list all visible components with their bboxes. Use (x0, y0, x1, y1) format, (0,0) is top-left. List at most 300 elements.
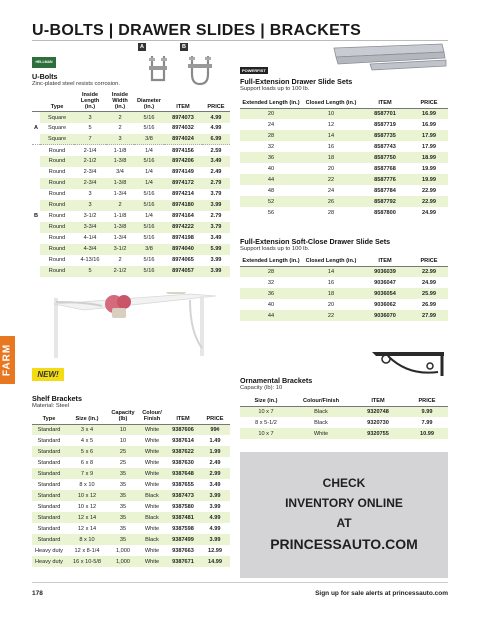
table-cell: 4.99 (202, 112, 230, 123)
table-cell: White (138, 424, 166, 435)
promo-line-2: INVENTORY ONLINE (285, 496, 403, 510)
group-label-empty (32, 178, 40, 189)
table-cell: 25.99 (410, 288, 448, 299)
table-cell: 2 (118, 257, 122, 264)
table-cell: 12 x 14 (77, 525, 97, 532)
full-ext-header-extended: Extended Length (in.) (240, 94, 302, 108)
table-cell: 4.99 (200, 512, 230, 523)
table-cell: 9036070 (360, 310, 410, 321)
table-row (32, 512, 230, 523)
table-cell: 10 x 12 (66, 490, 108, 501)
ubolts-header-price: PRICE (202, 92, 230, 112)
table-cell: 2.49 (210, 169, 222, 176)
table-cell: 8974180 (164, 200, 202, 211)
ornamental-header-price: PRICE (406, 392, 448, 406)
table-cell: Standard (37, 481, 61, 488)
table-cell: 8974214 (172, 191, 194, 198)
table-cell: 8587719 (374, 121, 396, 128)
table-cell: 16 x 10-5/8 (66, 556, 108, 567)
table-cell: Standard (32, 468, 66, 479)
table-cell: 3.99 (202, 200, 230, 211)
table-cell: White (144, 547, 160, 554)
ornamental-header-item: ITEM (350, 392, 406, 406)
table-row (240, 163, 448, 174)
table-cell: 10 (108, 424, 138, 435)
table-cell: Black (138, 534, 166, 545)
table-cell: 10 x 12 (77, 503, 97, 510)
table-cell: 12.99 (208, 547, 222, 554)
table-row (240, 277, 448, 288)
shelf-header-capacity: Capacity (lb) (108, 410, 138, 424)
table-cell: 48 (267, 187, 275, 194)
table-cell: 9387655 (172, 481, 194, 488)
table-cell: 9.99 (406, 406, 448, 417)
group-label-empty (32, 145, 40, 156)
full-ext-table (240, 94, 448, 218)
ornamental-title: Ornamental Brackets (240, 376, 313, 385)
flower-pot-image (88, 294, 148, 320)
table-cell: 3/4 (116, 169, 124, 176)
ubolts-title: U-Bolts (32, 72, 58, 81)
table-cell: 8 x 10 (79, 481, 95, 488)
table-cell: 2.79 (210, 213, 222, 220)
table-cell: 1-3/8 (106, 156, 134, 167)
table-cell: Black (138, 490, 166, 501)
table-cell: 19.99 (422, 165, 436, 172)
ubolts-header-item: ITEM (164, 92, 202, 112)
ubolts-table (32, 92, 230, 277)
table-row (240, 196, 448, 207)
ornamental-bracket-image (368, 348, 448, 378)
table-cell: 9387499 (166, 534, 200, 545)
table-cell: 2.59 (210, 147, 222, 154)
table-cell: 1,000 (108, 556, 138, 567)
table-row (32, 189, 230, 200)
table-cell: 9387663 (172, 547, 194, 554)
table-cell: Standard (32, 512, 66, 523)
table-cell: 22.99 (422, 187, 436, 194)
shelf-header-size: Size (in.) (66, 410, 108, 424)
table-row (32, 446, 230, 457)
table-cell: 3.79 (210, 191, 222, 198)
table-cell: 4-3/4 (74, 244, 106, 255)
table-cell: 3 (74, 200, 106, 211)
table-cell: 18 (302, 288, 360, 299)
promo-line-3: AT (336, 516, 352, 530)
table-cell: 16.99 (410, 108, 448, 119)
table-row (240, 288, 448, 299)
table-cell: 28 (240, 130, 302, 141)
table-cell: 9036039 (360, 266, 410, 277)
table-cell: 8587768 (374, 165, 396, 172)
table-cell: White (138, 446, 166, 457)
group-label-empty (32, 112, 40, 123)
soft-close-title: Full-Extension Soft-Close Drawer Slide Sets (240, 237, 391, 246)
table-cell: Round (48, 257, 66, 264)
shelf-header-price: PRICE (200, 410, 230, 424)
table-cell: Square (48, 125, 67, 132)
ornamental-header-colour: Colour/Finish (292, 392, 350, 406)
title-divider (32, 40, 448, 41)
table-cell: 3 (88, 191, 92, 198)
table-cell: 5 x 6 (66, 446, 108, 457)
table-cell: 8974172 (164, 178, 202, 189)
table-cell: Black (138, 512, 166, 523)
image-tag-a: A (138, 43, 146, 51)
table-cell: 10 x 7 (240, 428, 292, 439)
group-label-empty (32, 222, 40, 233)
table-cell: 1/4 (145, 213, 153, 220)
table-cell: Square (40, 134, 74, 145)
table-cell: 8587784 (374, 187, 396, 194)
table-row (240, 310, 448, 321)
table-row (32, 211, 230, 222)
table-cell: 3.99 (209, 503, 221, 510)
table-cell: 24.99 (422, 209, 436, 216)
table-row (32, 178, 230, 189)
table-cell: 8974198 (172, 235, 194, 242)
full-ext-header-item: ITEM (360, 94, 410, 108)
shelf-header-colour: Colour/ Finish (138, 410, 166, 424)
table-cell: 26.99 (422, 301, 436, 308)
table-row (240, 174, 448, 185)
image-tag-b: B (180, 43, 188, 51)
table-cell: 99¢ (200, 424, 230, 435)
table-cell: Black (314, 419, 328, 426)
table-cell: 2.79 (202, 178, 230, 189)
table-cell: 9036054 (360, 288, 410, 299)
table-cell: 20 (240, 108, 302, 119)
table-cell: Round (40, 266, 74, 277)
table-cell: 1-1/8 (113, 147, 127, 154)
table-cell: 3-1/2 (106, 244, 134, 255)
full-ext-header-closed: Closed Length (in.) (302, 94, 360, 108)
drawer-slide-image (330, 42, 448, 72)
table-cell: 1/4 (145, 147, 153, 154)
ornamental-table (240, 392, 448, 439)
table-cell: 9387671 (166, 556, 200, 567)
table-cell: 9320755 (350, 428, 406, 439)
group-label-empty (32, 167, 40, 178)
table-cell: 20 (327, 301, 335, 308)
soft-close-rows (240, 266, 448, 321)
table-row (240, 119, 448, 130)
hellman-logo: HELLMAN (32, 57, 56, 68)
promo-line-1: CHECK (322, 476, 366, 490)
table-cell: Standard (32, 534, 66, 545)
soft-close-header-extended: Extended Length (in.) (240, 252, 302, 266)
table-cell: 22 (302, 310, 360, 321)
shelf-rows (32, 424, 230, 567)
group-label-empty (32, 156, 40, 167)
table-cell: 8974024 (164, 134, 202, 145)
table-cell: 8974164 (172, 213, 194, 220)
table-row (32, 123, 230, 134)
footer-divider (32, 582, 448, 583)
table-cell: 17.99 (422, 143, 436, 150)
ubolts-rows (32, 112, 230, 277)
table-cell: 1-3/4 (113, 235, 127, 242)
table-cell: 2-1/4 (83, 147, 97, 154)
table-cell: 22 (302, 174, 360, 185)
table-cell: 3.99 (210, 257, 222, 264)
table-cell: 14 (302, 130, 360, 141)
table-row (32, 200, 230, 211)
table-row (32, 233, 230, 244)
farm-section-tab: FARM (0, 336, 15, 384)
table-cell: 25 (119, 459, 127, 466)
table-cell: 18.99 (410, 152, 448, 163)
soft-close-header-closed: Closed Length (in.) (302, 252, 360, 266)
group-label-empty (32, 134, 40, 145)
table-cell: Standard (32, 424, 66, 435)
table-cell: 5/16 (134, 112, 164, 123)
table-cell: 8974222 (164, 222, 202, 233)
table-cell: 4-1/4 (83, 235, 97, 242)
table-cell: 3.49 (210, 235, 222, 242)
table-cell: 24 (327, 187, 335, 194)
table-row (32, 134, 230, 145)
table-cell: 7.99 (421, 419, 433, 426)
table-row (32, 145, 230, 156)
table-cell: 28 (327, 209, 335, 216)
table-cell: 7 x 9 (66, 468, 108, 479)
table-cell: 3 x 4 (66, 424, 108, 435)
table-cell: 32 (267, 143, 275, 150)
shelf-title: Shelf Brackets (32, 394, 82, 403)
table-cell: 35 (108, 512, 138, 523)
table-cell: 9387648 (166, 468, 200, 479)
table-cell: 25 (108, 446, 138, 457)
table-row (32, 435, 230, 446)
table-cell: 5/16 (143, 191, 155, 198)
group-label-empty (32, 189, 40, 200)
table-cell: 8587735 (360, 130, 410, 141)
table-cell: 5/16 (134, 266, 164, 277)
table-row (32, 156, 230, 167)
table-cell: 22.99 (410, 196, 448, 207)
table-cell: 22.99 (410, 266, 448, 277)
table-cell: 24 (267, 121, 275, 128)
table-cell: 3-3/4 (74, 222, 106, 233)
table-cell: 4.99 (209, 525, 221, 532)
table-cell: Round (48, 213, 66, 220)
table-row (32, 266, 230, 277)
table-row (240, 417, 448, 428)
table-row (240, 130, 448, 141)
table-cell: 8587792 (360, 196, 410, 207)
table-cell: 3 (106, 134, 134, 145)
table-cell: Round (48, 169, 66, 176)
table-cell: 3.99 (200, 534, 230, 545)
table-cell: 1-1/8 (113, 213, 127, 220)
table-row (240, 141, 448, 152)
table-cell: 16 (327, 143, 335, 150)
ubolts-header-diameter: Diameter (in.) (134, 92, 164, 112)
table-cell: 8974057 (164, 266, 202, 277)
ornamental-subtitle: Capacity (lb): 10 (240, 385, 283, 391)
table-cell: 4-13/16 (80, 257, 100, 264)
page-title: U-BOLTS | DRAWER SLIDES | BRACKETS (32, 22, 362, 39)
table-cell: 35 (108, 490, 138, 501)
table-cell: 35 (119, 481, 127, 488)
table-cell: Standard (37, 459, 61, 466)
sale-alerts-link[interactable]: Sign up for sale alerts at princessauto.com (315, 590, 448, 597)
table-cell: 6 x 8 (80, 459, 94, 466)
table-cell: 5/16 (134, 200, 164, 211)
table-cell: 19.99 (410, 174, 448, 185)
table-cell: White (144, 437, 160, 444)
table-row (32, 523, 230, 534)
group-label-empty (32, 255, 40, 266)
table-cell: 2.99 (200, 468, 230, 479)
table-cell: White (144, 481, 160, 488)
table-cell: 2 (118, 125, 122, 132)
table-cell: 9387598 (172, 525, 194, 532)
group-label-empty (32, 233, 40, 244)
ubolts-subtitle: Zinc-plated steel resists corrosion. (32, 81, 120, 87)
table-cell: 36 (240, 288, 302, 299)
full-ext-header-price: PRICE (410, 94, 448, 108)
table-cell: 3.79 (202, 222, 230, 233)
promo-website: PRINCESSAUTO.COM (270, 536, 418, 552)
soft-close-subtitle: Support loads up to 100 lb. (240, 246, 310, 252)
table-row (32, 479, 230, 490)
table-cell: White (292, 428, 350, 439)
ubolts-header-type: Type (40, 92, 74, 112)
table-row (32, 490, 230, 501)
table-cell: 2 (106, 200, 134, 211)
table-cell: 5/16 (143, 235, 155, 242)
table-cell: 8974065 (172, 257, 194, 264)
table-cell: Heavy duty (32, 556, 66, 567)
table-cell: 8587701 (360, 108, 410, 119)
table-cell: 44 (240, 310, 302, 321)
table-cell: 5 (88, 125, 92, 132)
group-label-empty (32, 200, 40, 211)
table-cell: 1-3/8 (106, 222, 134, 233)
table-cell: 9036062 (374, 301, 396, 308)
ubolts-header-length: Inside Length (in.) (74, 92, 106, 112)
table-cell: Standard (37, 525, 61, 532)
table-cell: Round (48, 235, 66, 242)
table-cell: 5/16 (134, 156, 164, 167)
table-cell: 9320748 (350, 406, 406, 417)
table-cell: 12 (327, 121, 335, 128)
table-row (32, 457, 230, 468)
shelf-header-item: ITEM (166, 410, 200, 424)
group-label-b: B (32, 211, 40, 222)
group-label-empty (32, 266, 40, 277)
table-cell: 9320730 (367, 419, 389, 426)
table-cell: 28 (240, 266, 302, 277)
table-cell: 8974156 (172, 147, 194, 154)
table-cell: 35 (119, 503, 127, 510)
table-cell: Standard (32, 446, 66, 457)
ornamental-header-size: Size (in.) (240, 392, 292, 406)
table-cell: 8 x 10 (66, 534, 108, 545)
table-cell: 8974206 (164, 156, 202, 167)
table-cell: 8587743 (374, 143, 396, 150)
table-cell: 20 (327, 165, 335, 172)
table-cell: Black (292, 406, 350, 417)
table-cell: 24.99 (422, 279, 436, 286)
ubolt-product-image (146, 52, 216, 88)
group-label-a: A (32, 123, 40, 134)
new-badge: NEW! (32, 368, 64, 381)
table-cell: Round (40, 244, 74, 255)
page-number: 178 (32, 590, 43, 597)
table-row (32, 222, 230, 233)
table-cell: 5/16 (143, 125, 155, 132)
table-cell: 14 (302, 266, 360, 277)
table-cell: 9387614 (172, 437, 194, 444)
table-cell: 2 (106, 112, 134, 123)
table-cell: 5/16 (143, 257, 155, 264)
table-cell: 9387473 (166, 490, 200, 501)
table-cell: 1.99 (200, 446, 230, 457)
table-cell: 2.49 (209, 459, 221, 466)
full-ext-rows (240, 108, 448, 218)
table-cell: White (144, 525, 160, 532)
table-cell: 1-3/4 (113, 191, 127, 198)
table-cell: 8974032 (172, 125, 194, 132)
table-cell: 44 (240, 174, 302, 185)
table-cell: 2-1/2 (74, 156, 106, 167)
table-cell: 27.99 (410, 310, 448, 321)
table-cell: 3 (74, 112, 106, 123)
table-cell: 9036047 (374, 279, 396, 286)
full-ext-subtitle: Support loads up to 100 lb. (240, 86, 310, 92)
table-cell: 1-3/8 (106, 178, 134, 189)
table-cell: Round (40, 156, 74, 167)
table-cell: 3.99 (202, 266, 230, 277)
table-cell: 7 (74, 134, 106, 145)
table-cell: Round (48, 147, 66, 154)
table-cell: 3-1/2 (83, 213, 97, 220)
table-row (32, 112, 230, 123)
table-cell: 32 (267, 279, 275, 286)
table-row (240, 108, 448, 119)
table-cell: 3.49 (202, 156, 230, 167)
shelf-header-type: Type (32, 410, 66, 424)
soft-close-header-price: PRICE (410, 252, 448, 266)
shelf-subtitle: Material: Steel (32, 403, 70, 409)
table-cell: 1/4 (145, 169, 153, 176)
table-cell: 40 (267, 165, 275, 172)
table-row (32, 501, 230, 512)
table-cell: Square (40, 112, 74, 123)
table-cell: 12 x 8-1/4 (74, 547, 100, 554)
table-cell: White (144, 459, 160, 466)
table-row (240, 299, 448, 310)
table-cell: 1,000 (116, 547, 130, 554)
check-inventory-promo[interactable] (240, 452, 448, 578)
table-cell: Standard (37, 437, 61, 444)
table-row (240, 207, 448, 218)
table-cell: 12 x 14 (66, 512, 108, 523)
table-cell: 52 (240, 196, 302, 207)
table-row (240, 428, 448, 439)
table-cell: 4 x 5 (80, 437, 94, 444)
table-cell: 8587800 (374, 209, 396, 216)
table-cell: 3/8 (134, 244, 164, 255)
table-row (240, 266, 448, 277)
table-cell: Standard (32, 490, 66, 501)
table-row (32, 534, 230, 545)
table-row (32, 545, 230, 556)
table-cell: 16 (327, 279, 335, 286)
